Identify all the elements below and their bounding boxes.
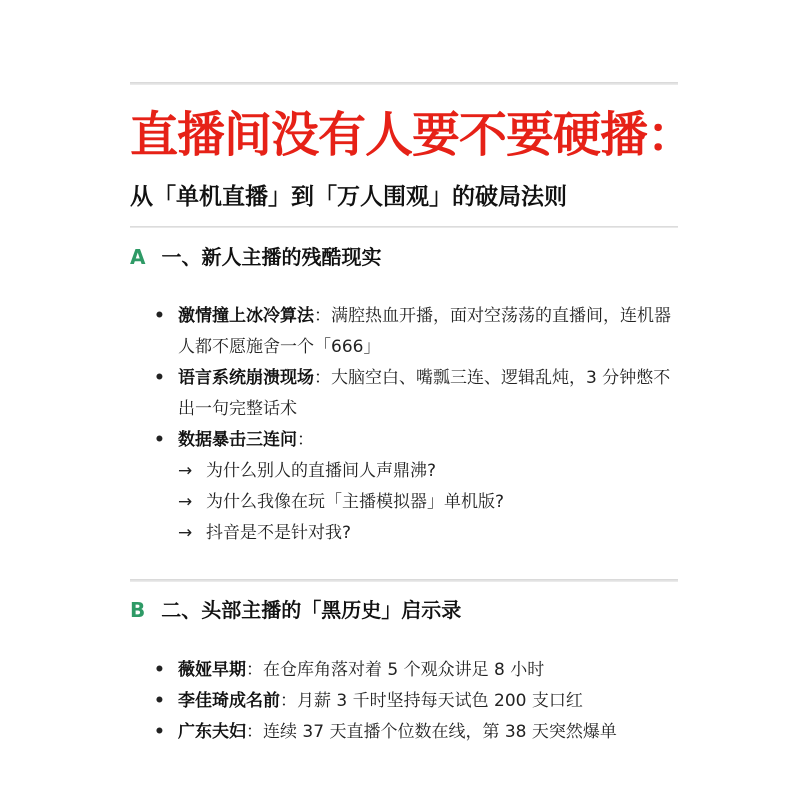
arrow-icon: →	[178, 523, 193, 543]
question-item	[154, 456, 684, 487]
section-divider	[130, 579, 678, 582]
arrow-icon: →	[178, 492, 193, 512]
bullet-dot: •	[154, 722, 165, 742]
list-item	[154, 363, 684, 425]
question-text: 抖音是不是针对我?	[206, 523, 352, 543]
subtitle-divider	[130, 226, 678, 228]
bullet-text: ：满腔热血开播，面对空荡荡的直播间，连机器人都不愿施舍一个「666」	[178, 306, 671, 357]
page-subtitle: 从「单机直播」到「万人围观」的破局法则	[130, 184, 567, 210]
question-text: 为什么我像在玩「主播模拟器」单机版?	[206, 492, 505, 512]
question-text: 为什么别人的直播间人声鼎沸?	[206, 461, 437, 481]
top-divider	[130, 82, 678, 85]
bullet-dot: •	[154, 691, 165, 711]
arrow-icon: →	[178, 461, 193, 481]
bullet-head: 激情撞上冰冷算法	[178, 306, 314, 326]
list-item	[154, 655, 684, 686]
bullet-dot: •	[154, 306, 165, 326]
bullet-text: ：连续 37 天直播个位数在线，第 38 天突然爆单	[246, 722, 617, 742]
question-item	[154, 487, 684, 518]
bullet-head: 薇娅早期	[178, 660, 246, 680]
bullet-text: ：	[297, 430, 314, 450]
list-item	[154, 686, 684, 717]
bullet-text: ：在仓库角落对着 5 个观众讲足 8 小时	[246, 660, 545, 680]
bullet-head: 语言系统崩溃现场	[178, 368, 314, 388]
bullet-head: 李佳琦成名前	[178, 691, 280, 711]
section-a-heading-text: 一、新人主播的残酷现实	[161, 245, 382, 269]
bullet-dot: •	[154, 368, 165, 388]
section-a-heading	[130, 242, 381, 272]
bullet-head: 数据暴击三连问	[178, 430, 297, 450]
list-item	[154, 717, 684, 748]
page-title: 直播间没有人要不要硬播：	[130, 107, 695, 163]
section-a-list	[154, 301, 684, 549]
bullet-head: 广东夫妇	[178, 722, 246, 742]
section-b-letter: B	[130, 598, 146, 622]
bullet-dot: •	[154, 660, 165, 680]
bullet-text: ：大脑空白、嘴瓢三连、逻辑乱炖，3 分钟憋不出一句完整话术	[178, 368, 671, 419]
bullet-text: ：月薪 3 千时坚持每天试色 200 支口红	[280, 691, 583, 711]
section-b-heading	[130, 595, 461, 625]
section-b-heading-text: 二、头部主播的「黑历史」启示录	[161, 598, 462, 622]
list-item	[154, 425, 684, 456]
section-a-letter: A	[130, 245, 146, 269]
section-b-list	[154, 655, 684, 748]
question-item	[154, 518, 684, 549]
list-item	[154, 301, 684, 363]
bullet-dot: •	[154, 430, 165, 450]
